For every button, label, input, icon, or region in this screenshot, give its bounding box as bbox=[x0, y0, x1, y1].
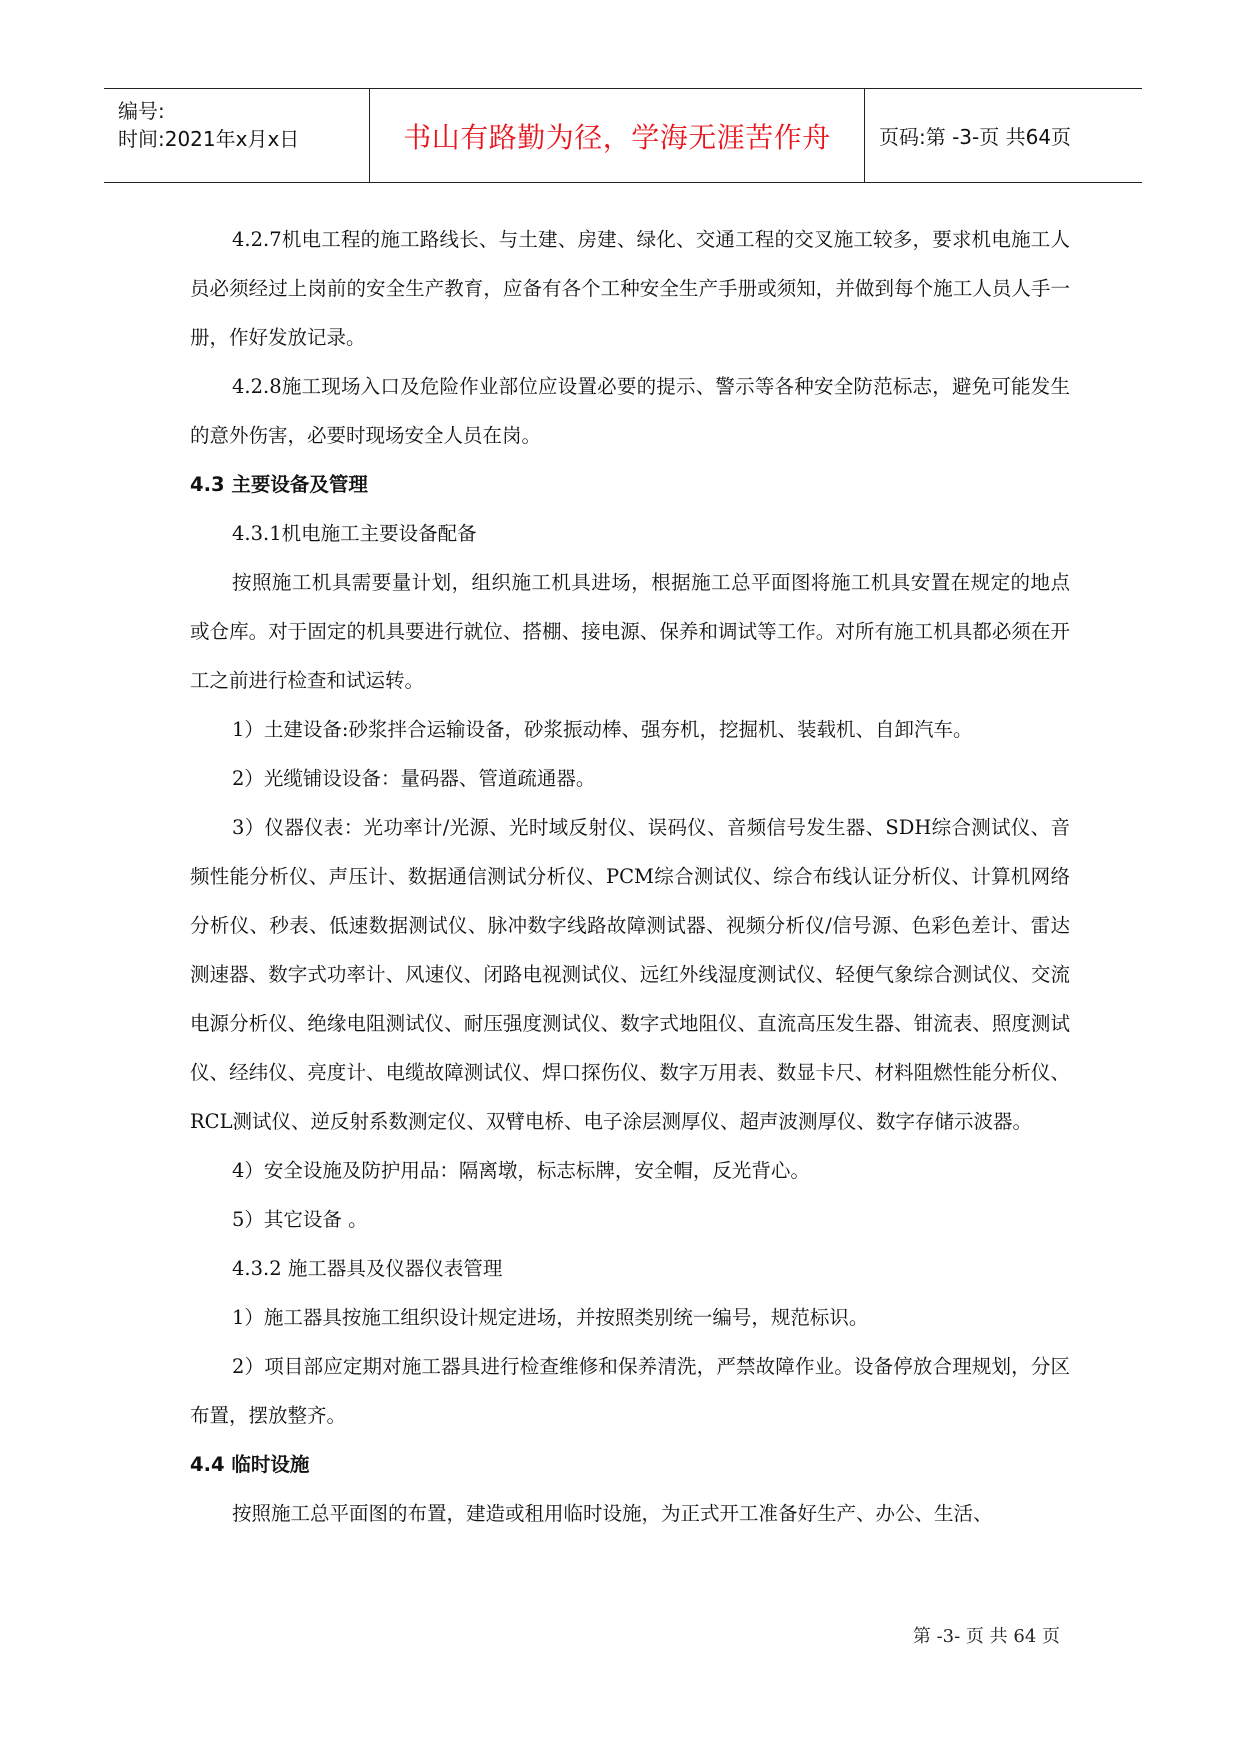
list-item-other-equipment: 5）其它设备 。 bbox=[232, 1208, 368, 1231]
paragraph-4-2-8: 4.2.8施工现场入口及危险作业部位应设置必要的提示、警示等各种安全防范标志，避免可能发生的意外伤害，必要时现场安全人员在岗。 bbox=[190, 375, 1070, 447]
page-footer: 第 -3- 页 共 64 页 bbox=[912, 1626, 1060, 1647]
paragraph-temporary-facilities: 按照施工总平面图的布置，建造或租用临时设施，为正式开工准备好生产、办公、生活、 bbox=[232, 1502, 993, 1525]
subsection-title-4-3-2: 4.3.2 施工器具及仪器仪表管理 bbox=[232, 1257, 503, 1280]
list-item-instruments: 3）仪器仪表：光功率计/光源、光时域反射仪、误码仪、音频信号发生器、SDH综合测试仪、音频性能分析仪、声压计、数据通信测试分析仪、PCM综合测试仪、综合布线认证分析仪、计算机网络分析仪、秒表、低速数据测试仪、脉冲数字线路故障测试器、视频分析仪/信号源、色彩色差计、雷达测速器、数字式功率计、风速仪、闭路电视测试仪、远红外线湿度测试仪、轻便气象综合测试仪、交流电源分析仪、绝缘电阻测试仪、耐压强度测试仪、数字式地阻仪、直流高压发生器、钳流表、照度测试仪、经纬仪、亮度计、电缆故障测试仪、焊口探伤仪、数字万用表、数显卡尺、材料阻燃性能分析仪、RCL测试仪、逆反射系数测定仪、双臂电桥、电子涂层测厚仪、超声波测厚仪、数字存储示波器。 bbox=[190, 816, 1070, 1133]
document-number-label: 编号: bbox=[118, 99, 165, 123]
paragraph-4-2-7: 4.2.7机电工程的施工路线长、与土建、房建、绿化、交通工程的交叉施工较多，要求机电施工人员必须经过上岗前的安全生产教育，应备有各个工种安全生产手册或须知，并做到每个施工人员人手一册，作好发放记录。 bbox=[190, 228, 1070, 349]
paragraph-equipment-intro: 按照施工机具需要量计划，组织施工机具进场，根据施工总平面图将施工机具安置在规定的地点或仓库。对于固定的机具要进行就位、搭棚、接电源、保养和调试等工作。对所有施工机具都必须在开工之前进行检查和试运转。 bbox=[190, 571, 1070, 692]
page-header bbox=[104, 88, 1142, 183]
list-item-civil-equipment: 1）土建设备:砂浆拌合运输设备，砂浆振动棒、强夯机，挖掘机、装载机、自卸汽车。 bbox=[232, 718, 973, 741]
header-motto-cell bbox=[370, 89, 865, 182]
list-item-tool-maintenance: 2）项目部应定期对施工器具进行检查维修和保养清洗，严禁故障作业。设备停放合理规划，分区布置，摆放整齐。 bbox=[190, 1355, 1070, 1427]
document-body bbox=[190, 215, 1070, 1538]
subsection-title-4-3-1: 4.3.1机电施工主要设备配备 bbox=[232, 522, 477, 545]
header-motto: 书山有路勤为径，学海无涯苦作舟 bbox=[403, 120, 831, 154]
list-item-safety-facilities: 4）安全设施及防护用品：隔离墩，标志标牌，安全帽，反光背心。 bbox=[232, 1159, 810, 1182]
list-item-tool-entry: 1）施工器具按施工组织设计规定进场，并按照类别统一编号，规范标识。 bbox=[232, 1306, 869, 1329]
header-page-number: 页码:第 -3-页 共64页 bbox=[879, 125, 1072, 149]
section-heading-4-3: 4.3 主要设备及管理 bbox=[190, 473, 368, 496]
header-page-cell bbox=[865, 89, 1142, 182]
section-heading-4-4: 4.4 临时设施 bbox=[190, 1453, 310, 1476]
document-time-label: 时间:2021年x月x日 bbox=[118, 127, 300, 151]
list-item-cable-equipment: 2）光缆铺设设备：量码器、管道疏通器。 bbox=[232, 767, 596, 790]
header-meta-cell bbox=[104, 89, 370, 182]
